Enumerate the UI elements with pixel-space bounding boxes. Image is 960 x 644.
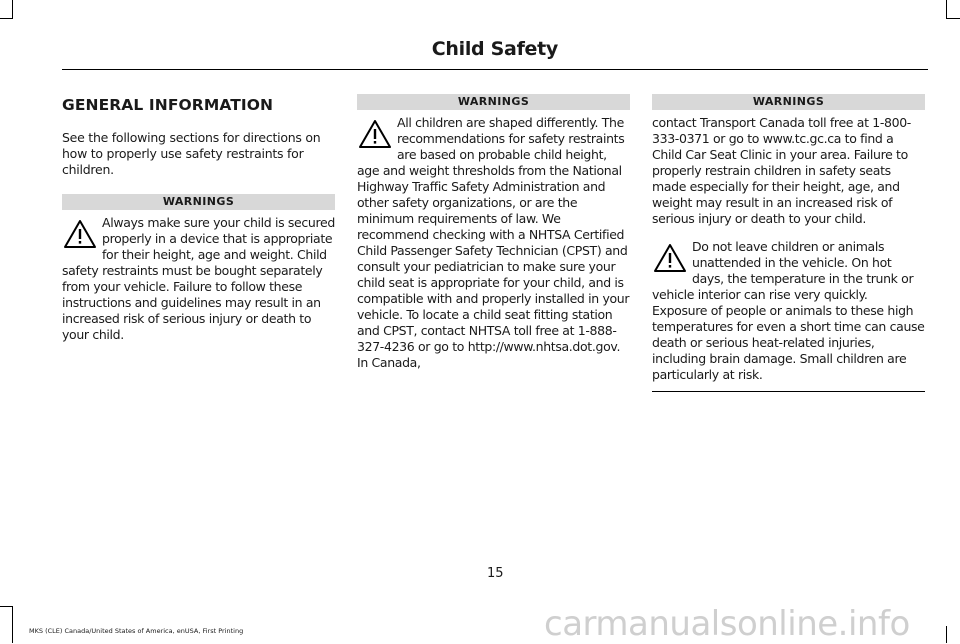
- header-divider: [62, 69, 928, 70]
- column-3: [652, 94, 925, 392]
- warning-body: Always make sure your child is secured properly in a device that is appropriate for their height, age and weight. Child safety restraints must be bought separately from your vehicle. Failure to follow these instructions and guidelines may result in an increased risk of serious injury or death to your child.: [62, 215, 335, 342]
- column-2: [357, 94, 630, 371]
- warning-triangle-icon: [652, 242, 688, 274]
- crop-mark-top-left: [12, 0, 13, 18]
- warning-text: [652, 239, 925, 383]
- warnings-end-rule: [652, 391, 925, 392]
- page-number: 15: [487, 566, 504, 581]
- crop-mark-top-right: [946, 18, 960, 19]
- page-title: Child Safety: [431, 38, 558, 60]
- crop-mark-top-right: [946, 0, 947, 18]
- crop-mark-bottom-left: [12, 606, 13, 643]
- printing-info: MKS (CLE) Canada/United States of America, enUSA, First Printing: [29, 627, 244, 635]
- warning-text: [62, 215, 335, 343]
- warning-triangle-icon: [62, 218, 98, 250]
- warning-body: Do not leave children or animals unattended in the vehicle. On hot days, the temperature in the trunk or vehicle interior can rise very quickly. Exposure of people or animals to these high temperatures for even a short time can cause death or serious heat-related injuries, including brain damage. Small children are particularly at risk.: [652, 239, 925, 382]
- warning-body: All children are shaped differently. The recommendations for safety restraints are based on probable child height, age and weight thresholds from the National Highway Traffic Safety Administration and other safety organizations, or are the minimum requirements of law. We recommend checking with a NHTSA Certified Child Passenger Safety Technician (CPST) and consult your pediatrician to make sure your child seat is appropriate for your child, and is compatible with and properly installed in your vehicle. To locate a child seat fitting station and CPST, contact NHTSA toll free at 1-888-327-4236 or go to http://www.nhtsa.dot.gov. In Canada,: [357, 115, 630, 370]
- crop-mark-bottom-right: [946, 626, 947, 643]
- warnings-header: WARNINGS: [357, 94, 630, 110]
- warnings-header: WARNINGS: [62, 194, 335, 210]
- column-1: [62, 94, 335, 343]
- crop-mark-top-left: [0, 18, 13, 19]
- warning-triangle-icon: [357, 118, 393, 150]
- warning-continued-text: contact Transport Canada toll free at 1-800-333-0371 or go to www.tc.gc.ca to find a Child Car Seat Clinic in your area. Failure to properly restrain children in safety seats made especially for their height, age, and weight may result in an increased risk of serious injury or death to your child.: [652, 115, 911, 226]
- warning-text: [357, 115, 630, 371]
- crop-mark-bottom-left: [0, 606, 13, 607]
- section-heading: GENERAL INFORMATION: [62, 96, 274, 114]
- warnings-header: WARNINGS: [652, 94, 925, 110]
- intro-paragraph: See the following sections for directions on how to properly use safety restraints for children.: [62, 130, 321, 177]
- watermark: carmanualsonline.info: [544, 604, 910, 644]
